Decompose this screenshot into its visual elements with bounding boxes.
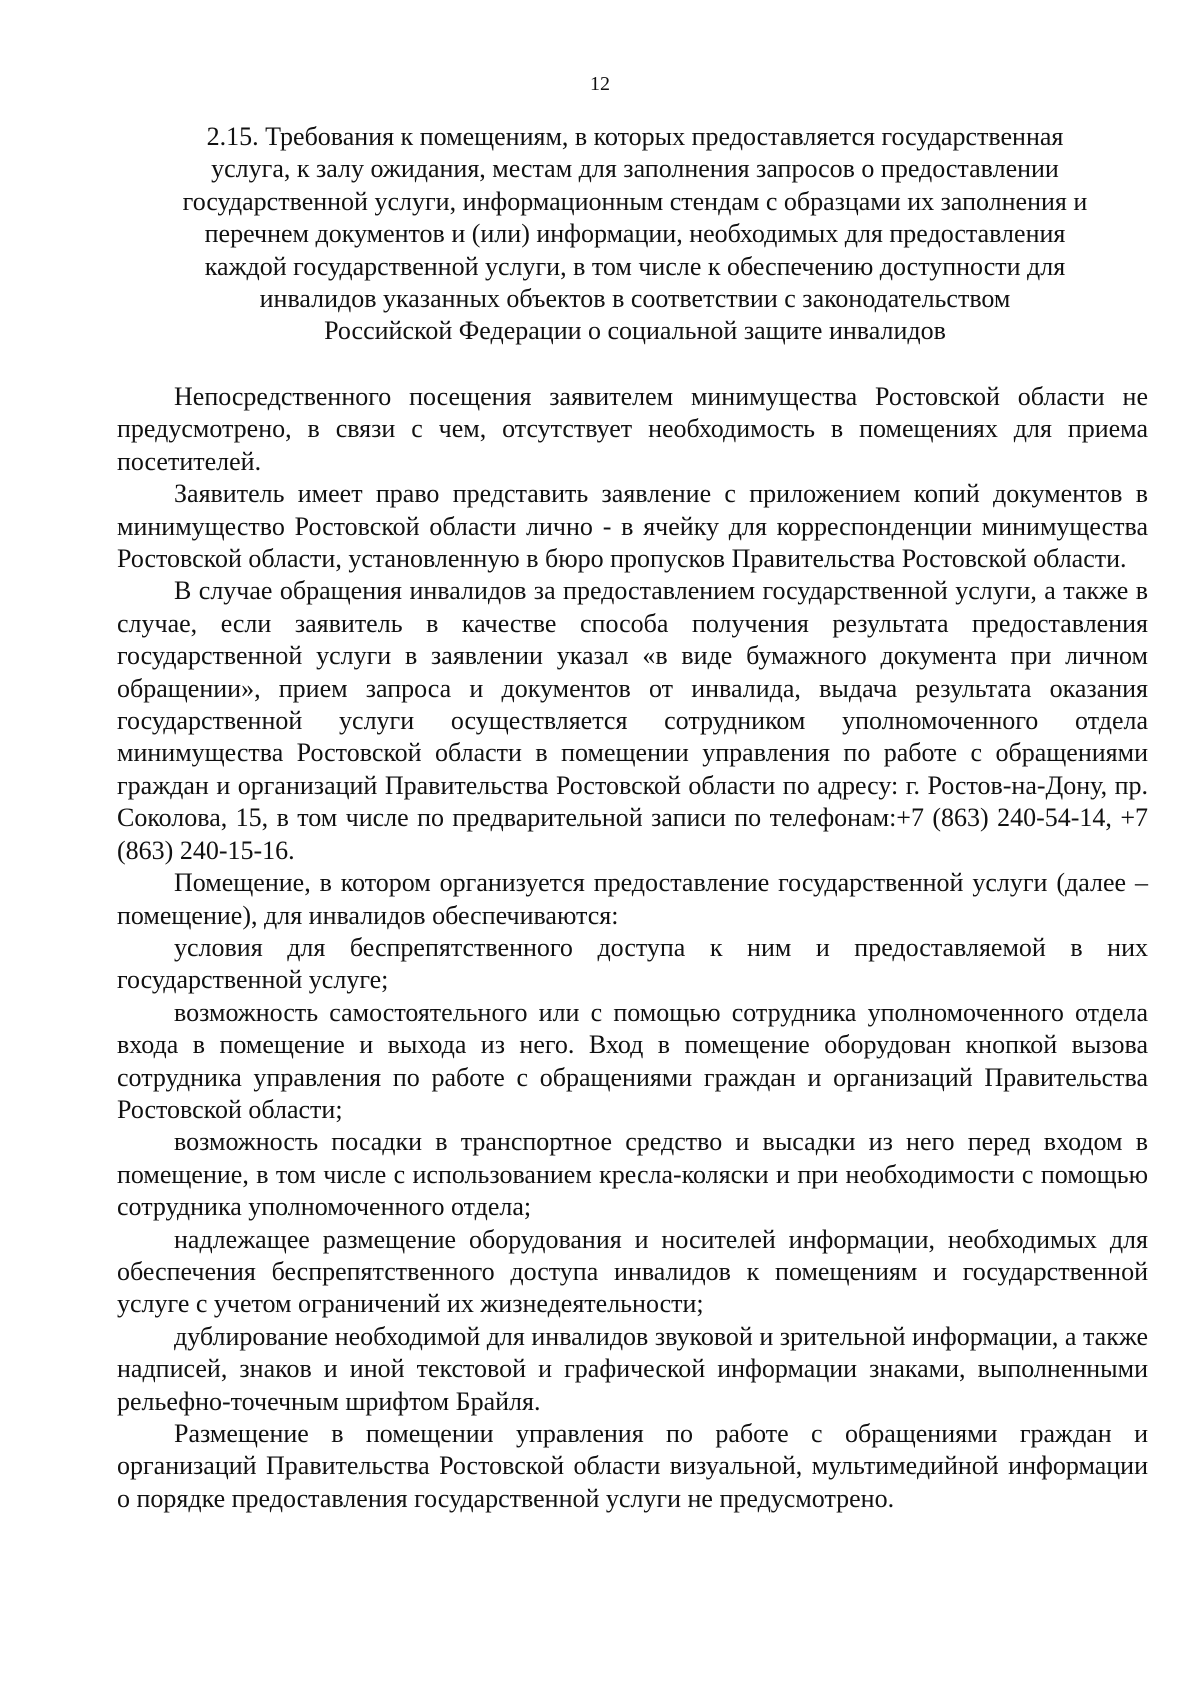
paragraph-premises-provision: Помещение, в котором организуется предоставление государственной услуги (далее – помещение), для инвалидов обеспечиваются:: [117, 868, 1148, 930]
section-heading: [135, 121, 1135, 348]
paragraph-applicant-rights: Заявитель имеет право представить заявление с приложением копий документов в минимущество Ростовской области лично - в ячейку для корреспонденции минимущества Ростовской области, установленную в бюро пропусков Правительства Ростовской области.: [117, 479, 1148, 574]
paragraph-multimedia-info: Размещение в помещении управления по работе с обращениями граждан и организаций Правительства Ростовской области визуальной, мультимедийной информации о порядке предоставления государственной услуги не предусмотрено.: [117, 1419, 1148, 1513]
list-item-equipment-placement: надлежащее размещение оборудования и носителей информации, необходимых для обеспечения беспрепятственного доступа инвалидов к помещениям и государственной услуге с учетом ограничений их жизнедеятельности;: [117, 1224, 1148, 1319]
list-item-transport: возможность посадки в транспортное средство и высадки из него перед входом в помещение, в том числе с использованием кресла-коляски и при необходимости с помощью сотрудника уполномоченного отдела;: [117, 1127, 1148, 1222]
section-heading-line: Российской Федерации о социальной защите инвалидов: [324, 316, 946, 346]
section-heading-line: перечнем документов и (или) информации, необходимых для предоставления: [204, 219, 1066, 249]
paragraph-no-visits: Непосредственного посещения заявителем минимущества Ростовской области не предусмотрено, в связи с чем, отсутствует необходимость в помещениях для приема посетителей.: [117, 382, 1148, 476]
section-heading-line: 2.15. Требования к помещениям, в которых предоставляется государственная: [206, 122, 1064, 151]
section-heading-line: государственной услуги, информационным стендам с образцами их заполнения и: [182, 186, 1088, 216]
section-heading-line: услуга, к залу ожидания, местам для заполнения запросов о предоставлении: [211, 154, 1059, 184]
list-item-entry-exit: возможность самостоятельного или с помощью сотрудника уполномоченного отдела входа в помещение и выхода из него. Вход в помещение оборудован кнопкой вызова сотрудника управления по работе с обращениями граждан и организаций Правительства Ростовской области;: [117, 997, 1148, 1124]
page-number: 12: [590, 73, 610, 95]
section-heading-line: каждой государственной услуги, в том числе к обеспечению доступности для: [204, 251, 1066, 281]
section-heading-line: инвалидов указанных объектов в соответствии с законодательством: [259, 284, 1011, 314]
list-item-braille-duplication: дублирование необходимой для инвалидов звуковой и зрительной информации, а также надписей, знаков и иной текстовой и графической информации знаками, выполненными рельефно-точечным шрифтом Брайля.: [117, 1321, 1148, 1416]
body-text: [117, 381, 1148, 1515]
paragraph-disabled-applicants: В случае обращения инвалидов за предоставлением государственной услуги, а также в случае, если заявитель в качестве способа получения результата предоставления государственной услуги в заявлении указал «в виде бумажного документа при личном обращении», прием запроса и документов от инвалида, выдача результата оказания государственной услуги осуществляется сотрудником уполномоченного отдела минимущества Ростовской области в помещении управления по работе с обращениями граждан и организаций Правительства Ростовской области по адресу: г. Ростов-на-Дону, пр. Соколова, 15, в том числе по предварительной записи по телефонам:+7 (863) 240-54-14, +7 (863) 240-15-16.: [117, 576, 1148, 865]
list-item-access-conditions: условия для беспрепятственного доступа к ним и предоставляемой в них государственной услуге;: [117, 932, 1148, 995]
